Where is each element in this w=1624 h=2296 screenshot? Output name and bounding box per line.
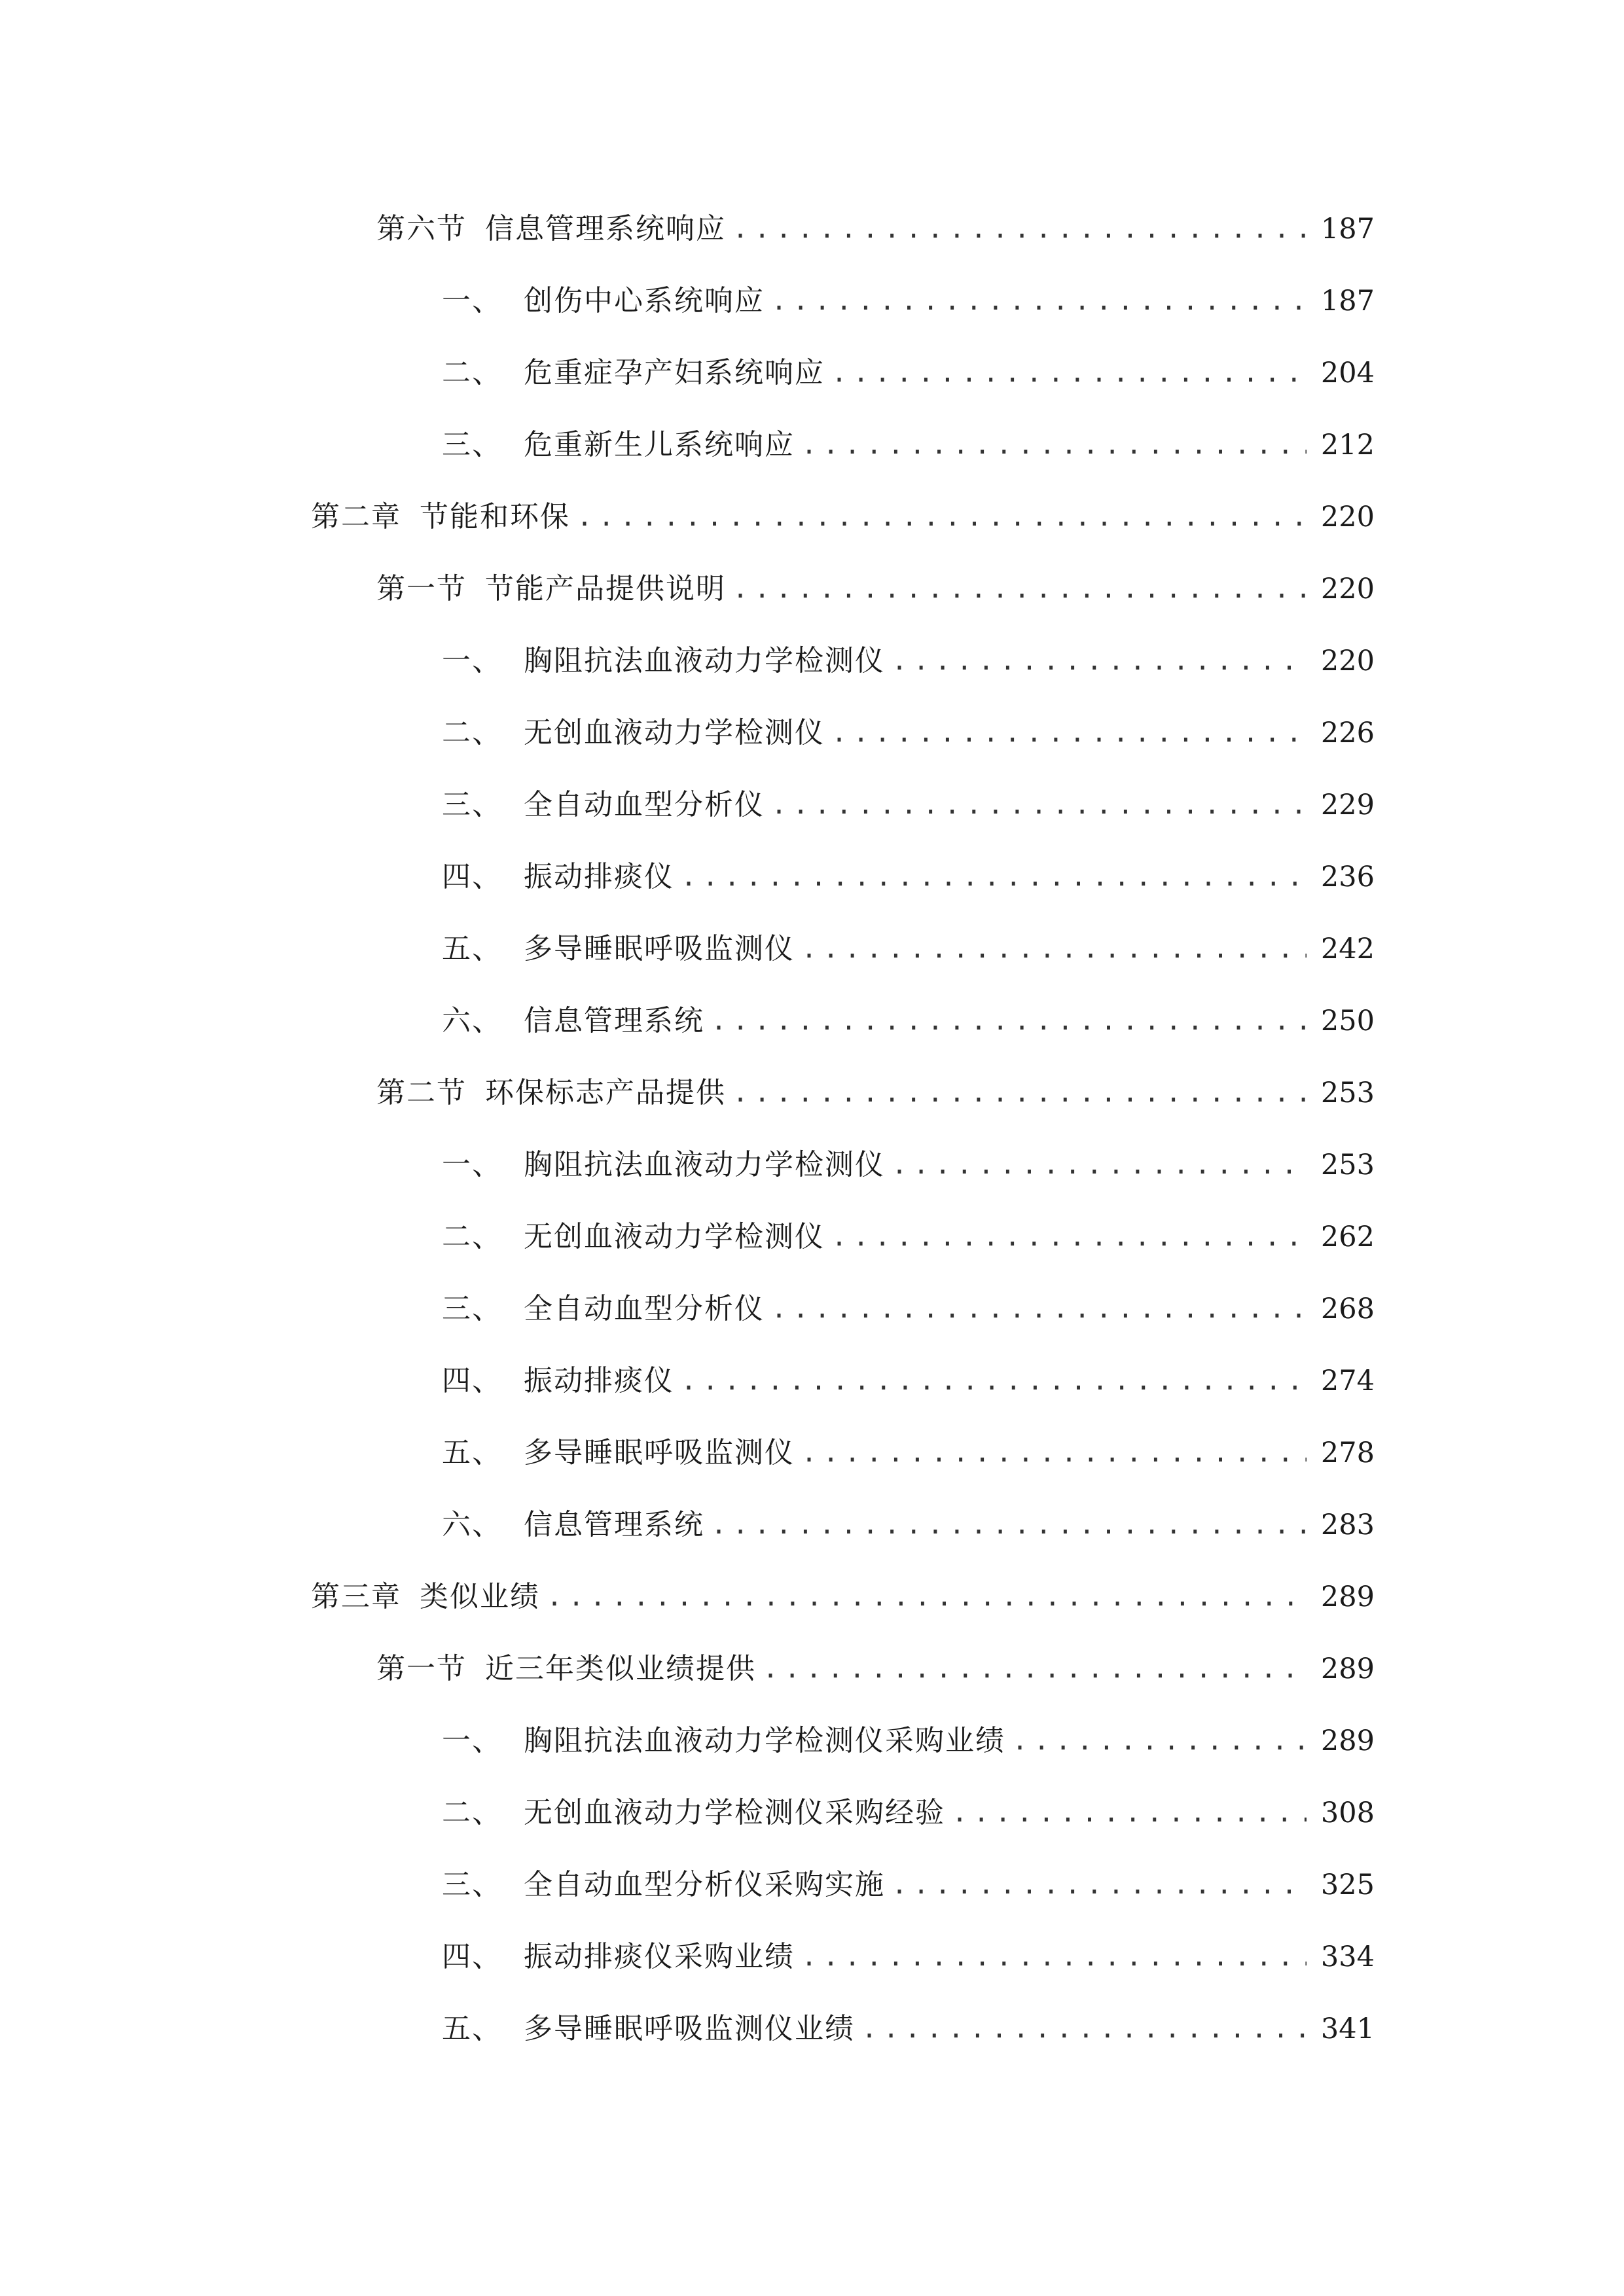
toc-entry-page-number: 268: [1320, 1293, 1375, 1325]
toc-entry-label: [376, 1643, 756, 1695]
toc-entry[interactable]: [311, 1571, 1375, 1623]
toc-entry-page-number: 220: [1320, 573, 1375, 605]
dot-leader: [763, 1643, 1307, 1695]
toc-entry-label: [442, 419, 795, 471]
toc-entry[interactable]: [442, 1211, 1375, 1263]
dot-leader: [681, 1355, 1307, 1407]
toc-entry-title: 振动排痰仪采购业绩: [524, 1940, 795, 1973]
toc-entry-label: [442, 275, 765, 327]
toc-entry-label: [376, 563, 726, 615]
dot-leader: [771, 1283, 1307, 1335]
toc-entry-label: [442, 1715, 1005, 1767]
toc-entry-title: 胸阻抗法血液动力学检测仪采购业绩: [524, 1724, 1005, 1757]
toc-entry[interactable]: [376, 203, 1375, 255]
toc-entry-label: [442, 851, 674, 903]
toc-entry-page-number: 187: [1320, 285, 1375, 317]
toc-entry-page-number: 278: [1320, 1437, 1375, 1469]
toc-entry[interactable]: [442, 419, 1375, 471]
toc-entry-label: [442, 1355, 674, 1407]
toc-entry-title: 多导睡眠呼吸监测仪业绩: [524, 2012, 855, 2045]
toc-entry-label: [442, 923, 795, 975]
toc-entry[interactable]: [376, 1067, 1375, 1119]
toc-entry-page-number: 250: [1320, 1005, 1375, 1037]
toc-entry-number: 六、: [442, 1004, 502, 1037]
toc-entry-number: 一、: [442, 1148, 502, 1181]
toc-entry-label: [442, 1139, 885, 1191]
toc-entry-label: [442, 635, 885, 687]
toc-entry-number: 第二节: [376, 1076, 467, 1109]
dot-leader: [771, 275, 1307, 327]
dot-leader: [547, 1571, 1307, 1623]
toc-entry-page-number: 283: [1320, 1509, 1375, 1541]
toc-entry-page-number: 226: [1320, 717, 1375, 749]
toc-entry-number: 四、: [442, 1940, 502, 1973]
toc-entry-page-number: 242: [1320, 933, 1375, 965]
toc-entry[interactable]: [442, 347, 1375, 399]
toc-entry-label: [442, 1787, 945, 1839]
toc-entry[interactable]: [442, 275, 1375, 327]
toc-entry[interactable]: [442, 1427, 1375, 1479]
toc-entry-page-number: 236: [1320, 861, 1375, 893]
toc-entry-title: 多导睡眠呼吸监测仪: [524, 1436, 795, 1469]
toc-entry[interactable]: [442, 1931, 1375, 1983]
toc-entry-number: 第三章: [311, 1580, 401, 1613]
dot-leader: [711, 995, 1307, 1047]
toc-entry-title: 无创血液动力学检测仪采购经验: [524, 1796, 945, 1829]
toc-entry-label: [442, 779, 765, 831]
dot-leader: [732, 563, 1307, 615]
toc-entry-page-number: 334: [1320, 1941, 1375, 1973]
toc-entry-label: [442, 707, 825, 759]
dot-leader: [801, 923, 1307, 975]
dot-leader: [801, 1931, 1307, 1983]
dot-leader: [681, 851, 1307, 903]
toc-entry-label: [442, 2003, 855, 2055]
toc-entry-number: 三、: [442, 1868, 502, 1901]
toc-entry-label: [442, 1283, 765, 1335]
dot-leader: [577, 491, 1307, 543]
dot-leader: [831, 707, 1307, 759]
toc-entry-title: 危重症孕产妇系统响应: [524, 356, 825, 389]
toc-entry-label: [442, 1211, 825, 1263]
toc-entry-page-number: 262: [1320, 1221, 1375, 1253]
toc-entry-title: 环保标志产品提供: [485, 1076, 726, 1109]
toc-entry[interactable]: [376, 1643, 1375, 1695]
toc-entry-title: 全自动血型分析仪采购实施: [524, 1868, 885, 1901]
toc-entry-title: 胸阻抗法血液动力学检测仪: [524, 1148, 885, 1181]
toc-entry[interactable]: [311, 491, 1375, 543]
dot-leader: [831, 347, 1307, 399]
toc-entry-title: 胸阻抗法血液动力学检测仪: [524, 644, 885, 677]
toc-entry-label: [442, 995, 704, 1047]
toc-entry-label: [442, 1427, 795, 1479]
toc-entry-page-number: 220: [1320, 645, 1375, 677]
toc-entry-page-number: 325: [1320, 1869, 1375, 1901]
toc-entry-page-number: 204: [1320, 357, 1375, 389]
toc-entry-title: 全自动血型分析仪: [524, 788, 765, 821]
toc-entry-title: 振动排痰仪: [524, 1364, 674, 1397]
toc-entry-number: 二、: [442, 1220, 502, 1253]
toc-entry-title: 近三年类似业绩提供: [485, 1652, 756, 1685]
dot-leader: [801, 1427, 1307, 1479]
toc-entry[interactable]: [442, 779, 1375, 831]
toc-entry-title: 全自动血型分析仪: [524, 1292, 765, 1325]
toc-entry-page-number: 253: [1320, 1077, 1375, 1109]
toc-entry-page-number: 289: [1320, 1725, 1375, 1757]
toc-entry-number: 一、: [442, 644, 502, 677]
toc-entry[interactable]: [442, 635, 1375, 687]
toc-entry-title: 振动排痰仪: [524, 860, 674, 893]
toc-entry[interactable]: [442, 1859, 1375, 1911]
toc-entry-number: 四、: [442, 1364, 502, 1397]
toc-entry-number: 三、: [442, 1292, 502, 1325]
dot-leader: [801, 419, 1307, 471]
toc-entry-number: 二、: [442, 356, 502, 389]
toc-entry-title: 类似业绩: [420, 1580, 540, 1613]
toc-entry-number: 第一节: [376, 1652, 467, 1685]
toc-entry-page-number: 220: [1320, 501, 1375, 533]
dot-leader: [861, 2003, 1307, 2055]
toc-entry-title: 信息管理系统: [524, 1508, 704, 1541]
toc-entry-page-number: 308: [1320, 1797, 1375, 1829]
toc-entry-number: 五、: [442, 2012, 502, 2045]
toc-entry-label: [311, 491, 570, 543]
toc-entry-title: 危重新生儿系统响应: [524, 428, 795, 461]
dot-leader: [892, 1859, 1307, 1911]
toc-entry-number: 一、: [442, 284, 502, 317]
toc-entry-number: 第六节: [376, 212, 467, 245]
toc-entry-label: [376, 203, 726, 255]
dot-leader: [892, 1139, 1307, 1191]
toc-entry-page-number: 289: [1320, 1653, 1375, 1685]
toc-entry[interactable]: [442, 1139, 1375, 1191]
dot-leader: [711, 1499, 1307, 1551]
toc-entry-number: 一、: [442, 1724, 502, 1757]
toc-entry-title: 无创血液动力学检测仪: [524, 716, 825, 749]
toc-entry-page-number: 212: [1320, 429, 1375, 461]
toc-entry[interactable]: [376, 563, 1375, 615]
toc-entry[interactable]: [442, 851, 1375, 903]
dot-leader: [831, 1211, 1307, 1263]
toc-entry[interactable]: [442, 923, 1375, 975]
toc-entry-title: 节能产品提供说明: [485, 572, 726, 605]
toc-entry-page-number: 229: [1320, 789, 1375, 821]
toc-entry-page-number: 289: [1320, 1581, 1375, 1613]
toc-entry-number: 五、: [442, 932, 502, 965]
toc-entry-title: 节能和环保: [420, 500, 570, 533]
dot-leader: [732, 203, 1307, 255]
toc-entry[interactable]: [442, 1715, 1375, 1767]
toc-entry[interactable]: [442, 1355, 1375, 1407]
toc-entry-number: 第二章: [311, 500, 401, 533]
toc-entry-page-number: 341: [1320, 2013, 1375, 2045]
toc-entry[interactable]: [442, 2003, 1375, 2055]
toc-entry-label: [442, 347, 825, 399]
dot-leader: [732, 1067, 1307, 1119]
toc-entry-number: 三、: [442, 428, 502, 461]
dot-leader: [892, 635, 1307, 687]
toc-entry-page-number: 253: [1320, 1149, 1375, 1181]
toc-entry-title: 创伤中心系统响应: [524, 284, 765, 317]
toc-entry[interactable]: [442, 1499, 1375, 1551]
toc-entry-label: [442, 1931, 795, 1983]
toc-entry-label: [376, 1067, 726, 1119]
toc-entry[interactable]: [442, 1787, 1375, 1839]
toc-entry-page-number: 274: [1320, 1365, 1375, 1397]
toc-entry[interactable]: [442, 995, 1375, 1047]
dot-leader: [771, 779, 1307, 831]
dot-leader: [952, 1787, 1307, 1839]
toc-entry[interactable]: [442, 1283, 1375, 1335]
toc-entry-label: [311, 1571, 540, 1623]
toc-entry-number: 五、: [442, 1436, 502, 1469]
toc-entry-label: [442, 1859, 885, 1911]
toc-entry-number: 第一节: [376, 572, 467, 605]
toc-entry-title: 信息管理系统响应: [485, 212, 726, 245]
toc-entry-label: [442, 1499, 704, 1551]
toc-entry-number: 六、: [442, 1508, 502, 1541]
toc-entry-number: 二、: [442, 1796, 502, 1829]
toc-entry-number: 四、: [442, 860, 502, 893]
toc-entry[interactable]: [442, 707, 1375, 759]
dot-leader: [1012, 1715, 1307, 1767]
toc-entry-number: 二、: [442, 716, 502, 749]
toc-entry-title: 无创血液动力学检测仪: [524, 1220, 825, 1253]
toc-entry-title: 多导睡眠呼吸监测仪: [524, 932, 795, 965]
toc-entry-page-number: 187: [1320, 213, 1375, 245]
toc-entry-title: 信息管理系统: [524, 1004, 704, 1037]
toc-entry-number: 三、: [442, 788, 502, 821]
